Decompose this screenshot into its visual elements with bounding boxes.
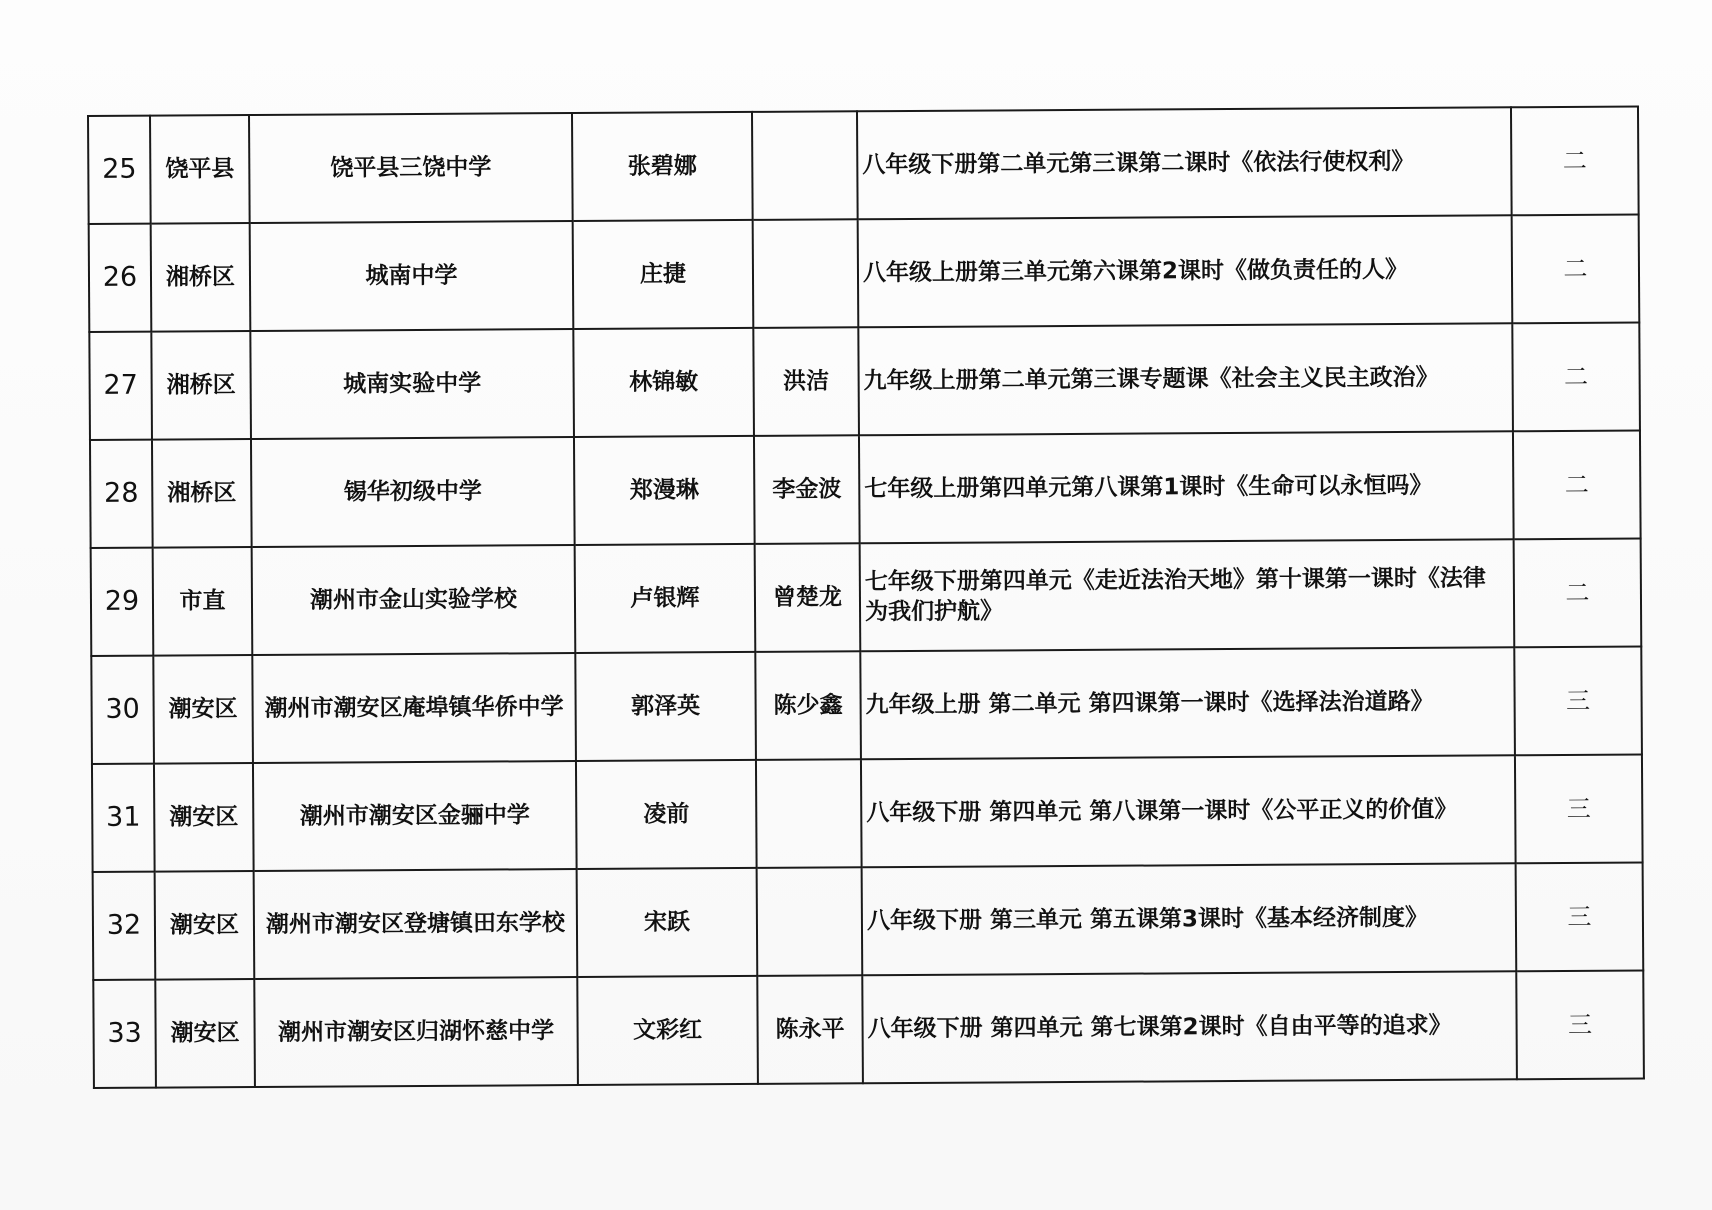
award-level-cell: 二 (1512, 323, 1640, 432)
row-number: 31 (92, 764, 155, 872)
district-cell: 饶平县 (150, 115, 250, 224)
award-level-cell: 三 (1516, 971, 1644, 1080)
lesson-cell: 八年级下册第二单元第三课第二课时《依法行使权利》 (857, 107, 1512, 219)
teacher-cell: 凌前 (576, 760, 757, 869)
award-level-cell: 二 (1512, 215, 1640, 324)
award-level-cell: 二 (1511, 107, 1639, 216)
award-level-cell: 三 (1515, 755, 1643, 864)
row-number: 32 (93, 872, 156, 980)
district-cell: 潮安区 (153, 655, 253, 764)
table-row (89, 215, 1640, 332)
mentor-cell (757, 867, 863, 976)
mentor-cell: 曾楚龙 (755, 543, 861, 652)
district-cell: 湘桥区 (151, 331, 251, 440)
mentor-cell: 陈少鑫 (755, 651, 861, 760)
row-number: 29 (91, 548, 154, 656)
teacher-cell: 张碧娜 (572, 112, 753, 221)
row-number: 26 (89, 224, 152, 332)
award-level-cell: 三 (1516, 863, 1644, 972)
row-number: 28 (90, 440, 153, 548)
table-row (93, 863, 1644, 980)
teacher-cell: 文彩红 (577, 976, 758, 1085)
lesson-cell: 八年级下册 第四单元 第八课第一课时《公平正义的价值》 (861, 755, 1516, 867)
award-level-cell: 三 (1514, 647, 1642, 756)
lesson-cell: 七年级上册第四单元第八课第1课时《生命可以永恒吗》 (859, 431, 1514, 543)
district-cell: 潮安区 (155, 871, 255, 980)
teacher-cell: 林锦敏 (573, 328, 754, 437)
teacher-cell: 宋跃 (577, 868, 758, 977)
district-cell: 市直 (153, 547, 253, 656)
school-cell: 潮州市潮安区庵埠镇华侨中学 (252, 653, 576, 763)
table-row (91, 647, 1642, 764)
table-row (90, 431, 1641, 548)
row-number: 27 (89, 332, 152, 440)
table-row (93, 971, 1644, 1088)
teacher-cell: 卢银辉 (575, 544, 756, 653)
district-cell: 湘桥区 (152, 439, 252, 548)
district-cell: 潮安区 (154, 763, 254, 872)
mentor-cell (752, 111, 858, 220)
lesson-cell: 八年级上册第三单元第六课第2课时《做负责任的人》 (858, 215, 1513, 327)
lesson-cell: 九年级上册第二单元第三课专题课《社会主义民主政治》 (858, 323, 1513, 435)
school-cell: 潮州市潮安区登塘镇田东学校 (254, 869, 578, 979)
district-cell: 湘桥区 (151, 223, 251, 332)
table-row (91, 539, 1642, 656)
mentor-cell: 陈永平 (757, 975, 863, 1084)
school-cell: 城南中学 (250, 221, 574, 331)
teacher-cell: 郑漫琳 (574, 436, 755, 545)
award-list-table (87, 106, 1645, 1089)
table-row (92, 755, 1643, 872)
lesson-cell: 八年级下册 第三单元 第五课第3课时《基本经济制度》 (862, 863, 1517, 975)
school-cell: 潮州市潮安区归湖怀慈中学 (254, 977, 578, 1087)
mentor-cell (756, 759, 862, 868)
mentor-cell (753, 219, 859, 328)
teacher-cell: 庄捷 (573, 220, 754, 329)
mentor-cell: 李金波 (754, 435, 860, 544)
school-cell: 城南实验中学 (250, 329, 574, 439)
award-level-cell: 二 (1513, 431, 1641, 540)
row-number: 25 (88, 116, 151, 224)
school-cell: 潮州市潮安区金骊中学 (253, 761, 577, 871)
school-cell: 锡华初级中学 (251, 437, 575, 547)
lesson-cell: 九年级上册 第二单元 第四课第一课时《选择法治道路》 (860, 647, 1515, 759)
school-cell: 潮州市金山实验学校 (252, 545, 576, 655)
lesson-cell: 七年级下册第四单元《走近法治天地》第十课第一课时《法律为我们护航》 (860, 539, 1515, 651)
row-number: 33 (93, 980, 156, 1088)
table-row (89, 323, 1640, 440)
lesson-cell: 八年级下册 第四单元 第七课第2课时《自由平等的追求》 (862, 971, 1517, 1083)
award-level-cell: 二 (1514, 539, 1642, 648)
mentor-cell: 洪洁 (753, 327, 859, 436)
teacher-cell: 郭泽英 (575, 652, 756, 761)
table-row (88, 107, 1639, 224)
school-cell: 饶平县三饶中学 (249, 113, 573, 223)
district-cell: 潮安区 (155, 979, 255, 1088)
row-number: 30 (91, 656, 154, 764)
